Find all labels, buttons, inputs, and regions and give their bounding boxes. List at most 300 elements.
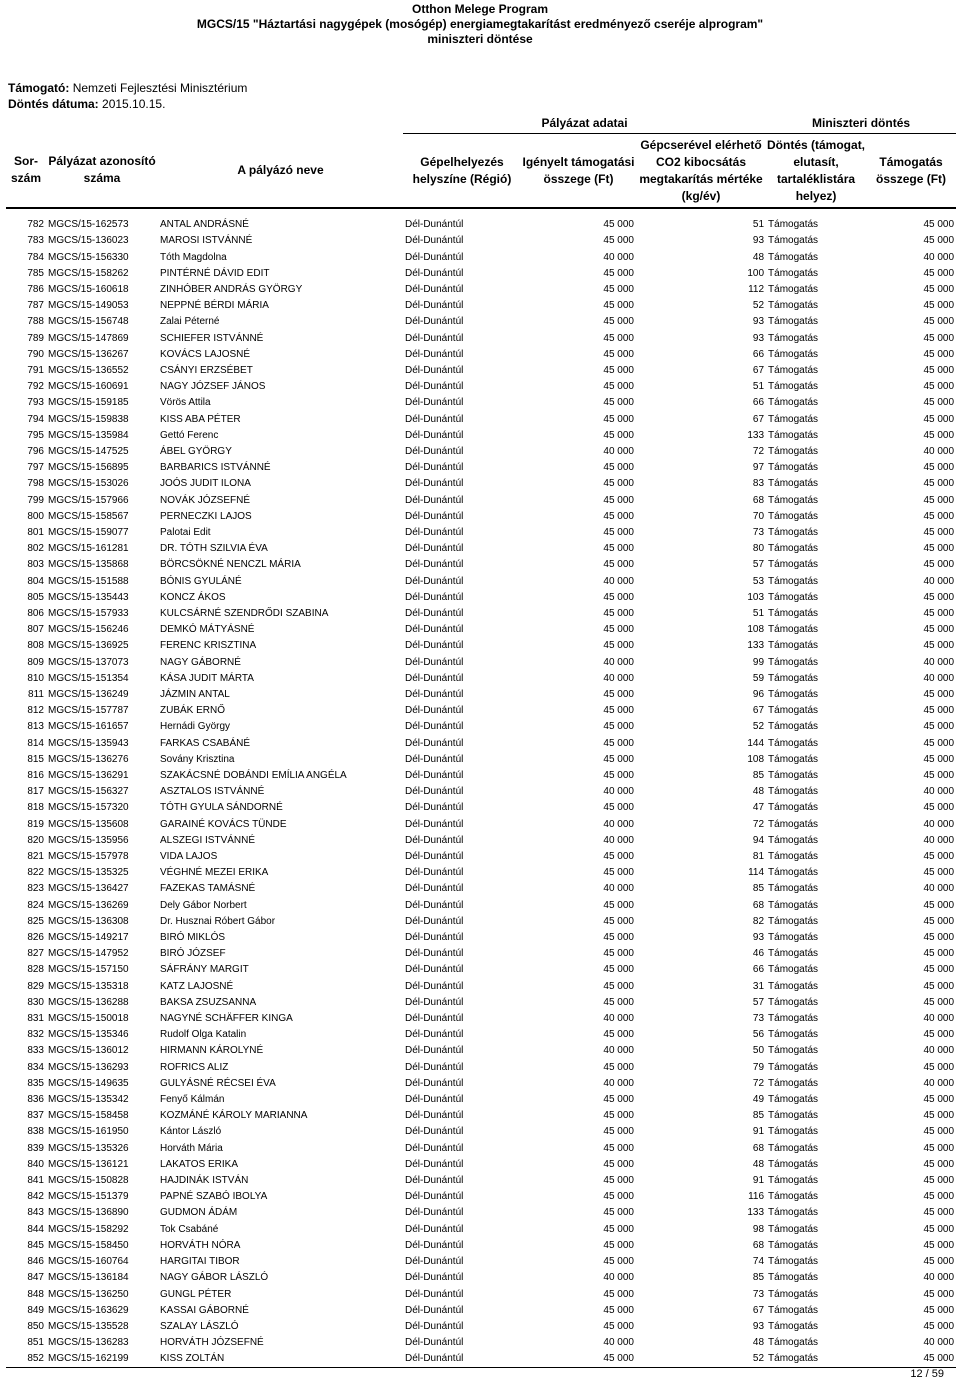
cell-decision: Támogatás [768,1126,819,1138]
cell-decision: Támogatás [768,478,819,490]
cell-row-number: 836 [27,1094,44,1106]
cell-applicant-name: Gettó Ferenc [160,429,219,441]
cell-decision: Támogatás [768,770,819,781]
cell-region: Dél-Dunántúl [405,915,464,927]
cell-co2-saving: 53 [752,575,765,587]
table-row [6,1351,956,1368]
cell-region: Dél-Dunántúl [405,1158,464,1170]
table-row [6,1286,956,1302]
cell-applicant-name: FERENC KRISZTINA [160,640,257,652]
cell-support-amount: 45 000 [923,429,955,441]
cell-region: Dél-Dunántúl [405,1029,464,1041]
cell-applicant-name: KULCSÁRNÉ SZENDRŐDI SZABINA [160,607,329,619]
cell-row-number: 798 [27,478,44,490]
cell-co2-saving: 81 [752,851,765,863]
cell-requested-amount: 40 000 [603,1272,634,1284]
cell-row-number: 791 [27,364,44,376]
cell-decision: Támogatás [768,915,819,927]
cell-row-number: 851 [27,1337,44,1349]
subprogram-title: MGCS/15 "Háztartási nagygépek (mosógép) energiamegtakarítást eredményező cseréje alprogram" [196,17,764,31]
table-row [6,314,956,330]
cell-application-id: MGCS/15-161657 [48,721,129,733]
cell-decision: Támogatás [768,543,819,555]
cell-decision: Támogatás [768,1207,819,1219]
cell-region: Dél-Dunántúl [405,494,464,506]
table-row [6,752,956,768]
cell-application-id: MGCS/15-135318 [48,980,129,992]
cell-decision: Támogatás [768,267,819,279]
cell-support-amount: 45 000 [923,1191,955,1203]
cell-decision: Támogatás [768,413,819,425]
cell-row-number: 820 [27,834,44,846]
cell-applicant-name: KOVÁCS LAJOSNÉ [160,348,251,360]
cell-region: Dél-Dunántúl [405,818,464,830]
cell-support-amount: 40 000 [923,1013,955,1025]
cell-region: Dél-Dunántúl [405,1013,464,1025]
col-header-co2-saving: Gépcserével elérhető CO2 kibocsátás megtakarítás mértéke (kg/év) [636,134,766,209]
cell-decision: Támogatás [768,656,819,668]
cell-decision: Támogatás [768,640,819,652]
cell-co2-saving: 57 [752,996,765,1008]
cell-co2-saving: 48 [752,1158,765,1170]
cell-region: Dél-Dunántúl [405,1175,464,1187]
cell-decision: Támogatás [768,316,819,328]
cell-requested-amount: 40 000 [603,1045,634,1057]
cell-decision: Támogatás [768,300,819,312]
cell-co2-saving: 133 [747,1207,765,1219]
cell-application-id: MGCS/15-136269 [48,899,129,911]
cell-application-id: MGCS/15-136890 [48,1207,129,1219]
cell-application-id: MGCS/15-135608 [48,818,129,830]
cell-region: Dél-Dunántúl [405,607,464,619]
cell-row-number: 795 [27,429,44,441]
cell-requested-amount: 45 000 [603,219,634,231]
cell-application-id: MGCS/15-161950 [48,1126,129,1138]
cell-requested-amount: 45 000 [603,899,634,911]
cell-application-id: MGCS/15-136288 [48,996,129,1008]
cell-co2-saving: 51 [752,219,765,231]
cell-co2-saving: 70 [752,510,765,522]
cell-co2-saving: 51 [752,607,765,619]
cell-applicant-name: KASSAI GÁBORNÉ [160,1304,249,1316]
cell-co2-saving: 59 [752,672,765,684]
cell-co2-saving: 66 [752,348,765,360]
decision-table [6,113,956,1368]
cell-row-number: 821 [27,851,44,863]
cell-co2-saving: 79 [752,1061,765,1073]
cell-application-id: MGCS/15-136276 [48,753,129,765]
table-row [6,266,956,282]
table-row [6,654,956,670]
decision-date-value: 2015.10.15. [102,97,166,111]
table-row [6,1011,956,1027]
cell-support-amount: 45 000 [923,688,955,700]
cell-applicant-name: Fenyő Kálmán [160,1094,225,1106]
cell-decision: Támogatás [768,591,819,603]
cell-region: Dél-Dunántúl [405,705,464,717]
cell-co2-saving: 50 [752,1045,765,1057]
cell-requested-amount: 45 000 [603,721,634,733]
sponsor-line [8,81,247,95]
cell-requested-amount: 45 000 [603,770,634,781]
cell-applicant-name: ZUBÁK ERNŐ [160,705,226,717]
cell-support-amount: 40 000 [923,1337,955,1349]
table-row [6,249,956,265]
col-header-application-id: Pályázat azonosító száma [46,134,158,209]
cell-co2-saving: 82 [752,915,765,927]
cell-application-id: MGCS/15-135326 [48,1142,129,1154]
cell-applicant-name: KATZ LAJOSNÉ [160,980,234,992]
cell-region: Dél-Dunántúl [405,1207,464,1219]
cell-row-number: 832 [27,1029,44,1041]
cell-row-number: 806 [27,607,44,619]
cell-requested-amount: 40 000 [603,656,634,668]
cell-region: Dél-Dunántúl [405,948,464,960]
cell-row-number: 805 [27,591,44,603]
cell-applicant-name: NEPPNÉ BÉRDI MÁRIA [160,300,269,312]
cell-region: Dél-Dunántúl [405,300,464,312]
cell-applicant-name: BÖRCSÖKNÉ NENCZL MÁRIA [160,559,301,571]
cell-decision: Támogatás [768,883,819,895]
col-header-applicant-name: A pályázó neve [158,134,403,209]
cell-co2-saving: 67 [752,364,765,376]
cell-applicant-name: Dely Gábor Norbert [160,899,247,911]
cell-support-amount: 45 000 [923,267,955,279]
cell-region: Dél-Dunántúl [405,672,464,684]
cell-region: Dél-Dunántúl [405,1142,464,1154]
cell-region: Dél-Dunántúl [405,348,464,360]
table-row [6,1238,956,1254]
cell-co2-saving: 133 [747,429,765,441]
cell-row-number: 830 [27,996,44,1008]
cell-co2-saving: 52 [752,721,765,733]
cell-region: Dél-Dunántúl [405,1288,464,1300]
cell-co2-saving: 49 [752,1094,765,1106]
cell-row-number: 822 [27,867,44,879]
cell-requested-amount: 45 000 [603,688,634,700]
cell-row-number: 801 [27,526,44,538]
cell-applicant-name: NAGYNÉ SCHÄFFER KINGA [160,1013,293,1025]
cell-row-number: 788 [27,316,44,328]
cell-requested-amount: 40 000 [603,1337,634,1349]
cell-row-number: 829 [27,980,44,992]
cell-row-number: 792 [27,381,44,393]
cell-support-amount: 45 000 [923,219,955,231]
cell-region: Dél-Dunántúl [405,899,464,911]
cell-application-id: MGCS/15-158450 [48,1239,129,1251]
cell-application-id: MGCS/15-135346 [48,1029,129,1041]
cell-applicant-name: KÁSA JUDIT MÁRTA [160,672,254,684]
table-row [6,541,956,557]
cell-co2-saving: 68 [752,899,765,911]
cell-application-id: MGCS/15-158567 [48,510,129,522]
cell-decision: Támogatás [768,818,819,830]
cell-region: Dél-Dunántúl [405,1045,464,1057]
cell-decision: Támogatás [768,996,819,1008]
cell-region: Dél-Dunántúl [405,1110,464,1122]
cell-applicant-name: NAGY JÓZSEF JÁNOS [160,381,266,393]
cell-support-amount: 45 000 [923,1207,955,1219]
cell-row-number: 812 [27,705,44,717]
cell-region: Dél-Dunántúl [405,332,464,344]
cell-region: Dél-Dunántúl [405,251,464,263]
cell-region: Dél-Dunántúl [405,267,464,279]
cell-region: Dél-Dunántúl [405,867,464,879]
table-row [6,282,956,298]
cell-co2-saving: 67 [752,705,765,717]
cell-co2-saving: 91 [752,1126,765,1138]
cell-application-id: MGCS/15-136249 [48,688,129,700]
cell-requested-amount: 45 000 [603,607,634,619]
cell-support-amount: 45 000 [923,1288,955,1300]
cell-applicant-name: Sovány Krisztina [160,753,235,765]
cell-co2-saving: 72 [752,818,765,830]
col-header-requested-amount: Igényelt támogatási összege (Ft) [521,134,636,209]
cell-support-amount: 45 000 [923,559,955,571]
cell-application-id: MGCS/15-156327 [48,786,129,798]
cell-co2-saving: 94 [752,834,765,846]
table-row [6,509,956,525]
table-row [6,622,956,638]
cell-requested-amount: 45 000 [603,1175,634,1187]
cell-applicant-name: PAPNÉ SZABÓ IBOLYA [160,1191,268,1203]
cell-row-number: 816 [27,770,44,781]
cell-support-amount: 45 000 [923,1175,955,1187]
cell-region: Dél-Dunántúl [405,219,464,231]
cell-application-id: MGCS/15-135528 [48,1320,129,1332]
cell-support-amount: 45 000 [923,705,955,717]
cell-application-id: MGCS/15-136250 [48,1288,129,1300]
cell-application-id: MGCS/15-158458 [48,1110,129,1122]
table-row [6,946,956,962]
cell-co2-saving: 112 [748,283,765,295]
table-row [6,347,956,363]
cell-decision: Támogatás [768,235,819,247]
cell-applicant-name: GARAINÉ KOVÁCS TÜNDE [160,818,287,830]
cell-row-number: 807 [27,624,44,636]
cell-applicant-name: BARBARICS ISTVÁNNÉ [160,462,271,474]
cell-region: Dél-Dunántúl [405,1320,464,1332]
cell-region: Dél-Dunántúl [405,688,464,700]
cell-decision: Támogatás [768,607,819,619]
table-row [6,1319,956,1335]
cell-requested-amount: 40 000 [603,445,634,457]
cell-row-number: 784 [27,251,44,263]
cell-row-number: 813 [27,721,44,733]
cell-support-amount: 45 000 [923,721,955,733]
cell-region: Dél-Dunántúl [405,575,464,587]
table-row [6,979,956,995]
cell-applicant-name: HARGITAI TIBOR [160,1256,240,1268]
cell-decision: Támogatás [768,834,819,846]
cell-requested-amount: 45 000 [603,964,634,976]
cell-region: Dél-Dunántúl [405,543,464,555]
cell-applicant-name: SCHIEFER ISTVÁNNÉ [160,332,264,344]
cell-decision: Támogatás [768,1175,819,1187]
cell-support-amount: 45 000 [923,1239,955,1251]
cell-support-amount: 45 000 [923,494,955,506]
cell-applicant-name: BAKSA ZSUZSANNA [160,996,257,1008]
cell-region: Dél-Dunántúl [405,721,464,733]
cell-application-id: MGCS/15-136012 [48,1045,129,1057]
cell-applicant-name: ROFRICS ALIZ [160,1061,229,1073]
table-row [6,1076,956,1092]
table-row [6,1027,956,1043]
cell-support-amount: 45 000 [923,737,955,749]
cell-support-amount: 45 000 [923,1029,955,1041]
cell-region: Dél-Dunántúl [405,1191,464,1203]
cell-requested-amount: 45 000 [603,640,634,652]
cell-support-amount: 45 000 [923,753,955,765]
cell-co2-saving: 98 [752,1223,765,1235]
cell-support-amount: 45 000 [923,348,955,360]
table-row [6,1270,956,1286]
cell-applicant-name: NAGY GÁBORNÉ [160,656,241,668]
decision-title: miniszteri döntése [427,32,533,46]
col-header-region: Gépelhelyezés helyszíne (Régió) [403,134,521,209]
cell-co2-saving: 48 [752,786,765,798]
cell-application-id: MGCS/15-149217 [48,932,129,944]
cell-co2-saving: 51 [752,381,765,393]
cell-row-number: 835 [27,1077,44,1089]
cell-application-id: MGCS/15-149053 [48,300,129,312]
cell-requested-amount: 45 000 [603,802,634,814]
cell-applicant-name: KONCZ ÁKOS [160,591,226,603]
cell-support-amount: 45 000 [923,1061,955,1073]
cell-applicant-name: CSÁNYI ERZSÉBET [160,364,253,376]
cell-support-amount: 40 000 [923,1045,955,1057]
cell-applicant-name: PERNECZKI LAJOS [160,510,252,522]
cell-decision: Támogatás [768,1304,819,1316]
cell-applicant-name: FAZEKAS TAMÁSNÉ [160,883,256,895]
cell-decision: Támogatás [768,1013,819,1025]
cell-co2-saving: 93 [752,235,765,247]
cell-co2-saving: 93 [752,316,765,328]
cell-support-amount: 45 000 [923,364,955,376]
cell-region: Dél-Dunántúl [405,397,464,409]
cell-co2-saving: 31 [752,980,765,992]
cell-support-amount: 45 000 [923,980,955,992]
cell-row-number: 837 [27,1110,44,1122]
group-header-application: Pályázat adatai [403,113,766,134]
table-row [6,379,956,395]
table-row [6,865,956,881]
cell-support-amount: 45 000 [923,1094,955,1106]
cell-requested-amount: 45 000 [603,381,634,393]
cell-region: Dél-Dunántúl [405,1272,464,1284]
table-row [6,817,956,833]
cell-co2-saving: 74 [752,1256,765,1268]
cell-requested-amount: 45 000 [603,1158,634,1170]
cell-application-id: MGCS/15-157320 [48,802,129,814]
cell-region: Dél-Dunántúl [405,802,464,814]
cell-requested-amount: 45 000 [603,1223,634,1235]
cell-support-amount: 45 000 [923,964,955,976]
cell-co2-saving: 46 [752,948,765,960]
table-row [6,671,956,687]
table-row [6,217,956,233]
cell-co2-saving: 116 [748,1191,765,1203]
cell-region: Dél-Dunántúl [405,1223,464,1235]
table-row [6,881,956,897]
cell-requested-amount: 45 000 [603,267,634,279]
cell-requested-amount: 45 000 [603,348,634,360]
cell-support-amount: 45 000 [923,283,955,295]
cell-row-number: 786 [27,283,44,295]
cell-row-number: 794 [27,413,44,425]
cell-applicant-name: VIDA LAJOS [160,851,218,863]
cell-requested-amount: 45 000 [603,948,634,960]
cell-row-number: 818 [27,802,44,814]
cell-co2-saving: 144 [747,737,765,749]
cell-requested-amount: 45 000 [603,462,634,474]
cell-applicant-name: JOÓS JUDIT ILONA [160,478,251,490]
table-row [6,703,956,719]
cell-application-id: MGCS/15-136023 [48,235,129,247]
table-row [6,476,956,492]
table-row [6,914,956,930]
cell-support-amount: 45 000 [923,932,955,944]
cell-requested-amount: 45 000 [603,510,634,522]
cell-decision: Támogatás [766,1351,866,1368]
cell-row-number: 826 [27,932,44,944]
cell-co2-saving: 99 [752,656,765,668]
cell-region: Dél-Dunántúl [405,413,464,425]
cell-applicant-name: DEMKÓ MÁTYÁSNÉ [160,624,255,636]
cell-application-id: MGCS/15-158262 [48,267,129,279]
cell-requested-amount: 40 000 [603,883,634,895]
cell-requested-amount: 45 000 [603,1304,634,1316]
cell-decision: Támogatás [768,219,819,231]
cell-co2-saving: 72 [752,445,765,457]
cell-region: Dél-Dunántúl [405,1256,464,1268]
cell-support-amount: 45 000 [923,591,955,603]
table-row [6,590,956,606]
cell-application-id: MGCS/15-151588 [48,575,129,587]
cell-row-number: 828 [27,964,44,976]
cell-requested-amount: 45 000 [603,494,634,506]
cell-application-id: MGCS/15-135984 [48,429,129,441]
table-row [6,898,956,914]
cell-region: Dél-Dunántúl [405,1239,464,1251]
cell-requested-amount: 45 000 [603,559,634,571]
column-header-row [6,134,956,209]
table-row [6,1303,956,1319]
cell-requested-amount: 45 000 [603,753,634,765]
table-row [6,330,956,346]
cell-support-amount: 45 000 [923,462,955,474]
cell-requested-amount: 40 000 [603,575,634,587]
cell-support-amount: 45 000 [923,1110,955,1122]
cell-requested-amount: 45 000 [603,429,634,441]
cell-co2-saving: 52 [752,300,765,312]
cell-applicant-name: SZALAY LÁSZLÓ [160,1320,239,1332]
cell-requested-amount: 40 000 [603,786,634,798]
cell-row-number: 808 [27,640,44,652]
cell-applicant-name: BIRÓ JÓZSEF [160,948,226,960]
cell-row-number: 824 [27,899,44,911]
table-row [6,962,956,978]
cell-row-number: 847 [27,1272,44,1284]
cell-requested-amount: 45 000 [603,932,634,944]
cell-decision: Támogatás [768,867,819,879]
cell-requested-amount: 45 000 [603,705,634,717]
table-row [6,800,956,816]
cell-requested-amount: 45 000 [603,996,634,1008]
cell-row-number: 819 [27,818,44,830]
cell-requested-amount: 40 000 [603,672,634,684]
cell-region: Dél-Dunántúl [405,429,464,441]
